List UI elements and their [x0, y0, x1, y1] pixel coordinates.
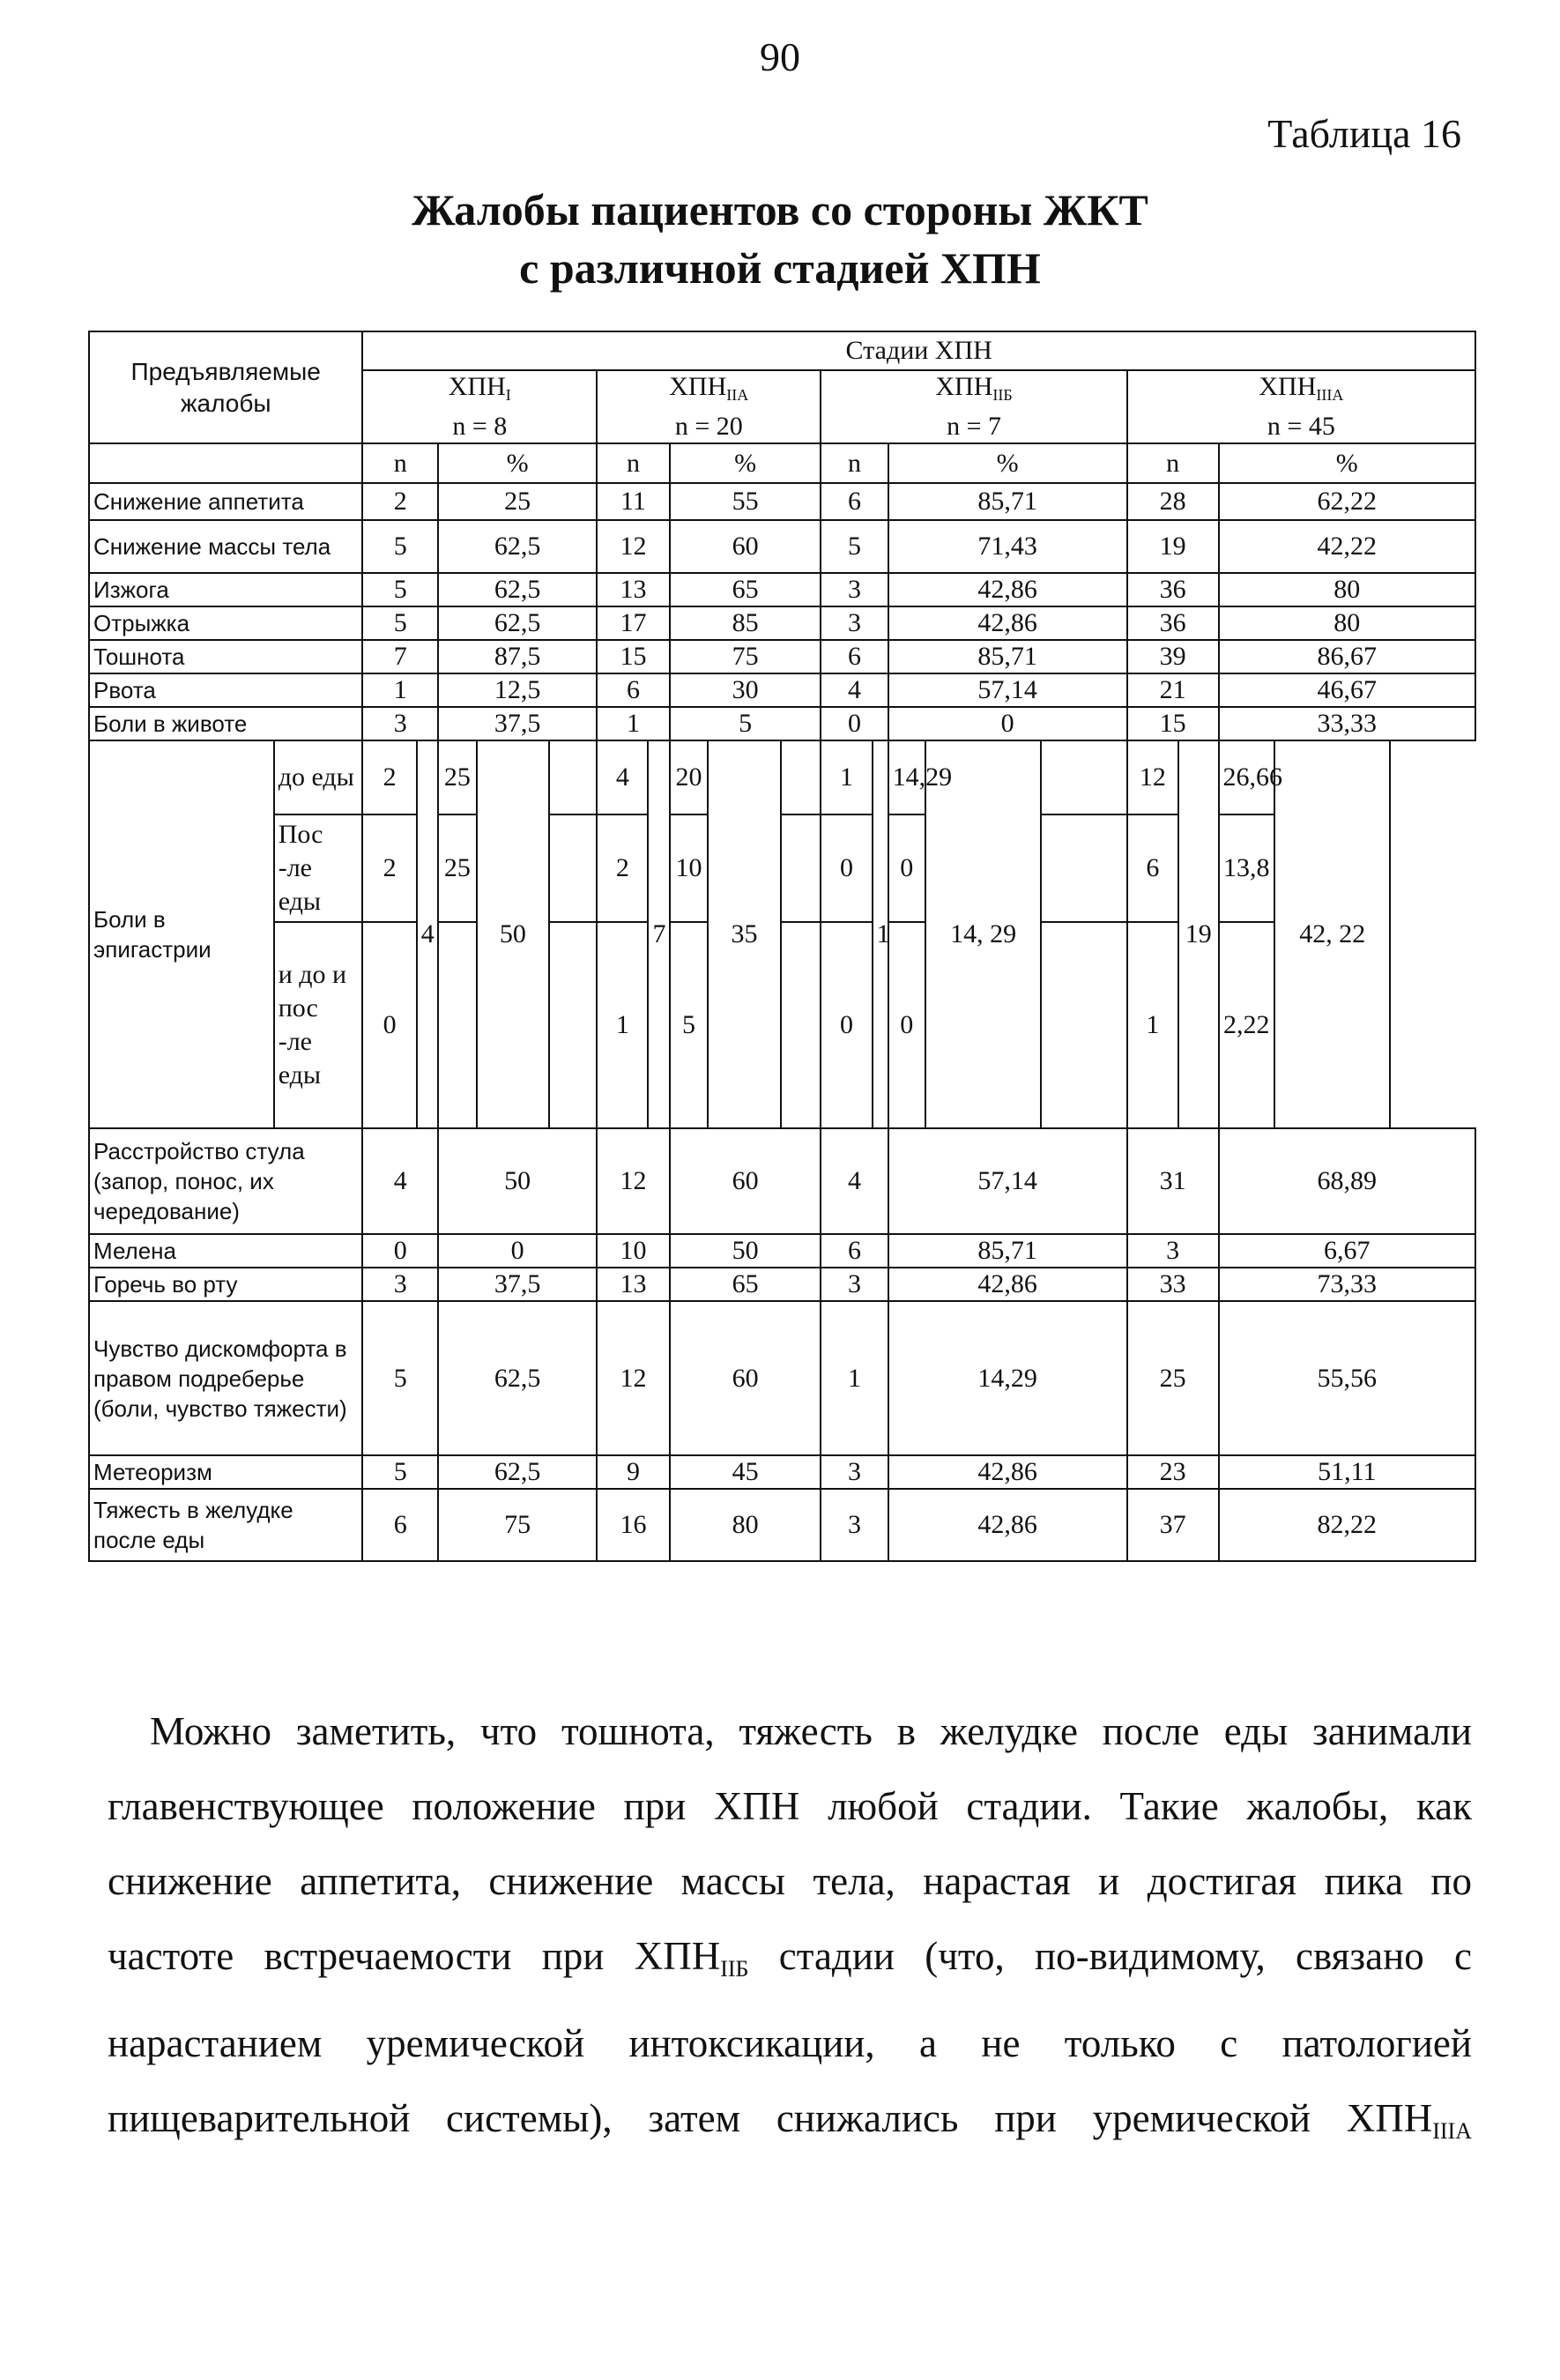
epigastric-sub-label: и до и пос -ле еды: [274, 922, 363, 1128]
count-cell: 15: [1127, 707, 1219, 740]
complaint-label: Боли в эпигастрии: [89, 740, 274, 1128]
complaint-label: Чувство дискомфорта в правом подреберье (боли, чувство тяжести): [89, 1301, 362, 1455]
table-row: [89, 707, 1475, 740]
percent-cell: 42,86: [888, 1489, 1127, 1561]
sub-value: 26,66: [1219, 740, 1275, 814]
percent-cell: 55: [670, 483, 821, 520]
percent-cell: 85: [670, 606, 821, 640]
sub-value: 0: [821, 814, 872, 922]
paragraph-line: частоте встречаемости при ХПНIIБ стадии (что, по-видимому, связано с: [108, 1934, 1472, 1982]
sub-value: 4: [597, 740, 648, 814]
table-row: [89, 673, 1475, 707]
percent-cell: 6,67: [1219, 1234, 1475, 1268]
sub-value: 0: [888, 922, 925, 1128]
count-cell: 6: [597, 673, 670, 707]
complaint-label: Изжога: [89, 573, 362, 606]
sub-value: 2: [597, 814, 648, 922]
percent-cell: 0: [888, 707, 1127, 740]
count-cell: 15: [597, 640, 670, 673]
percent-cell: 62,5: [438, 520, 597, 573]
count-cell: 10: [597, 1234, 670, 1268]
count-cell: 3: [362, 707, 438, 740]
sub-value: 1: [821, 740, 872, 814]
sub-value: 25: [438, 814, 476, 922]
percent-cell: 82,22: [1219, 1489, 1475, 1561]
percent-cell: 45: [670, 1455, 821, 1489]
count-cell: 1: [362, 673, 438, 707]
percent-cell: 62,5: [438, 1455, 597, 1489]
paragraph-line: нарастанием уремической интоксикации, а не только с патологией: [108, 2021, 1472, 2065]
sub-value: 14,29: [888, 740, 925, 814]
body-paragraph: [108, 1694, 1472, 2168]
title-line-1: Жалобы пациентов со стороны ЖКТ: [412, 185, 1148, 234]
complaint-label: Тошнота: [89, 640, 362, 673]
sub-value: [438, 922, 476, 1128]
complaint-label: Боли в животе: [89, 707, 362, 740]
percent-cell: 68,89: [1219, 1128, 1475, 1234]
count-cell: 5: [362, 606, 438, 640]
percent-cell: 65: [670, 1268, 821, 1301]
percent-cell: 50: [670, 1234, 821, 1268]
count-cell: 31: [1127, 1128, 1219, 1234]
paragraph-line: пищеварительной системы), затем снижались при уремической ХПНIIIА: [108, 2096, 1472, 2144]
percent-cell: 42,86: [888, 1455, 1127, 1489]
column-header-pct: %: [438, 443, 597, 483]
percent-cell: 12,5: [438, 673, 597, 707]
table-row: [89, 1489, 1475, 1561]
percent-cell: 46,67: [1219, 673, 1475, 707]
percent-cell: 62,5: [438, 1301, 597, 1455]
count-cell: 5: [362, 573, 438, 606]
column-header-pct: %: [670, 443, 821, 483]
percent-cell: 75: [438, 1489, 597, 1561]
percent-cell: 62,5: [438, 606, 597, 640]
count-cell: 12: [597, 1128, 670, 1234]
complaint-label: Снижение аппетита: [89, 483, 362, 520]
percent-cell: 55,56: [1219, 1301, 1475, 1455]
percent-cell: 85,71: [888, 483, 1127, 520]
count-cell: 5: [362, 1301, 438, 1455]
percent-cell: 30: [670, 673, 821, 707]
column-header-n: n: [821, 443, 888, 483]
count-cell: 37: [1127, 1489, 1219, 1561]
epigastric-sub-label: до еды: [274, 740, 363, 814]
count-cell: 6: [821, 483, 888, 520]
count-cell: 13: [597, 573, 670, 606]
column-header-n: n: [362, 443, 438, 483]
spacer-cell: [549, 740, 597, 814]
stage-header: $ХПН_{IIА}$ n = 20: [597, 370, 821, 443]
table-row: [89, 520, 1475, 573]
complaint-label: Рвота: [89, 673, 362, 707]
table-row: [89, 1128, 1475, 1234]
complaint-label: Мелена: [89, 1234, 362, 1268]
count-cell: 1: [821, 1301, 888, 1455]
sub-value: 10: [670, 814, 708, 922]
complaint-label: Метеоризм: [89, 1455, 362, 1489]
column-header-n: n: [1127, 443, 1219, 483]
stage-header: $ХПН_I$ n = 8: [362, 370, 597, 443]
page-number: 90: [760, 34, 800, 79]
percent-cell: 5: [670, 707, 821, 740]
count-cell: 0: [821, 707, 888, 740]
count-cell: 25: [1127, 1301, 1219, 1455]
sub-value: 1: [597, 922, 648, 1128]
count-cell: 1: [597, 707, 670, 740]
percent-cell: 57,14: [888, 673, 1127, 707]
percent-cell: 25: [438, 483, 597, 520]
count-cell: 5: [821, 520, 888, 573]
count-cell: 0: [362, 1234, 438, 1268]
count-cell: 23: [1127, 1455, 1219, 1489]
percent-cell: 80: [1219, 606, 1475, 640]
count-cell: 6: [362, 1489, 438, 1561]
column-header-pct: %: [1219, 443, 1475, 483]
spacer-cell: [781, 922, 821, 1128]
count-cell: 6: [821, 640, 888, 673]
spacer-cell: [781, 814, 821, 922]
count-cell: 12: [597, 1301, 670, 1455]
count-cell: 9: [597, 1455, 670, 1489]
count-cell: 21: [1127, 673, 1219, 707]
total-value: 35: [708, 740, 781, 1128]
percent-cell: 42,86: [888, 573, 1127, 606]
sub-value: 5: [670, 922, 708, 1128]
sub-value: 2: [362, 740, 416, 814]
percent-cell: 80: [1219, 573, 1475, 606]
percent-cell: 60: [670, 1128, 821, 1234]
stage-header: $ХПН_{IIIА}$ n = 45: [1127, 370, 1475, 443]
count-cell: 3: [821, 1489, 888, 1561]
complaint-label: Горечь во рту: [89, 1268, 362, 1301]
total-value: 1: [873, 740, 888, 1128]
complaint-label: Тяжесть в желудке после еды: [89, 1489, 362, 1561]
table-row: [89, 1268, 1475, 1301]
count-cell: 36: [1127, 573, 1219, 606]
total-value: 14, 29: [925, 740, 1041, 1128]
rows-top: [89, 483, 1475, 740]
count-cell: 4: [362, 1128, 438, 1234]
count-cell: 36: [1127, 606, 1219, 640]
title-line-2: с различной стадией ХПН: [519, 243, 1041, 293]
sub-value: 2,22: [1219, 922, 1275, 1128]
percent-cell: 51,11: [1219, 1455, 1475, 1489]
rows-bottom: [89, 1128, 1475, 1561]
table-row: [89, 483, 1475, 520]
stage-header: $ХПН_{IIБ}$ n = 7: [821, 370, 1126, 443]
percent-cell: 87,5: [438, 640, 597, 673]
percent-cell: 50: [438, 1128, 597, 1234]
column-header-blank: [89, 443, 362, 483]
total-value: 42, 22: [1274, 740, 1390, 1128]
spacer-cell: [1041, 740, 1126, 814]
percent-cell: 62,5: [438, 573, 597, 606]
count-cell: 19: [1127, 520, 1219, 573]
percent-cell: 60: [670, 520, 821, 573]
percent-cell: 80: [670, 1489, 821, 1561]
count-cell: 4: [821, 673, 888, 707]
table-row: [89, 573, 1475, 606]
sub-value: 0: [888, 814, 925, 922]
total-value: 19: [1178, 740, 1219, 1128]
sub-value: 1: [1127, 922, 1178, 1128]
percent-cell: 14,29: [888, 1301, 1127, 1455]
count-cell: 5: [362, 520, 438, 573]
complaints-header: Предъявляемые жалобы: [89, 331, 362, 443]
complaints-table: [88, 331, 1476, 1562]
count-cell: 2: [362, 483, 438, 520]
total-value: 4: [417, 740, 438, 1128]
percent-cell: 86,67: [1219, 640, 1475, 673]
percent-cell: 0: [438, 1234, 597, 1268]
count-cell: 3: [821, 1455, 888, 1489]
count-cell: 39: [1127, 640, 1219, 673]
percent-cell: 42,22: [1219, 520, 1475, 573]
percent-cell: 33,33: [1219, 707, 1475, 740]
sub-value: 12: [1127, 740, 1178, 814]
table-label: Таблица 16: [1267, 111, 1461, 156]
total-value: 7: [648, 740, 669, 1128]
sub-value: 20: [670, 740, 708, 814]
spacer-cell: [1041, 922, 1126, 1128]
percent-cell: 37,5: [438, 1268, 597, 1301]
percent-cell: 85,71: [888, 1234, 1127, 1268]
count-cell: 28: [1127, 483, 1219, 520]
paragraph-line: Можно заметить, что тошнота, тяжесть в желудке после еды занимали: [150, 1709, 1472, 1753]
spacer-cell: [549, 922, 597, 1128]
count-cell: 13: [597, 1268, 670, 1301]
table-row: [89, 1234, 1475, 1268]
table-row: [89, 1455, 1475, 1489]
sub-value: 25: [438, 740, 476, 814]
count-cell: 6: [821, 1234, 888, 1268]
count-cell: 16: [597, 1489, 670, 1561]
sub-value: 6: [1127, 814, 1178, 922]
complaint-label: Отрыжка: [89, 606, 362, 640]
complaint-label: Снижение массы тела: [89, 520, 362, 573]
count-cell: 3: [1127, 1234, 1219, 1268]
spacer-cell: [781, 740, 821, 814]
count-cell: 17: [597, 606, 670, 640]
column-header-n: n: [597, 443, 670, 483]
percent-cell: 37,5: [438, 707, 597, 740]
sub-value: 0: [362, 922, 416, 1128]
percent-cell: 71,43: [888, 520, 1127, 573]
spacer-cell: [1041, 814, 1126, 922]
percent-cell: 65: [670, 573, 821, 606]
percent-cell: 62,22: [1219, 483, 1475, 520]
total-value: 50: [477, 740, 550, 1128]
percent-cell: 42,86: [888, 606, 1127, 640]
table-row: [89, 640, 1475, 673]
count-cell: 3: [362, 1268, 438, 1301]
spacer-cell: [549, 814, 597, 922]
count-cell: 3: [821, 1268, 888, 1301]
count-cell: 33: [1127, 1268, 1219, 1301]
stages-header: Стадии ХПН: [362, 331, 1475, 370]
table-row: [89, 606, 1475, 640]
table-row: [89, 1301, 1475, 1455]
table-title: [0, 181, 1560, 297]
count-cell: 4: [821, 1128, 888, 1234]
percent-cell: 60: [670, 1301, 821, 1455]
percent-cell: 57,14: [888, 1128, 1127, 1234]
count-cell: 5: [362, 1455, 438, 1489]
paragraph-line: снижение аппетита, снижение массы тела, нарастая и достигая пика по: [108, 1859, 1472, 1903]
count-cell: 7: [362, 640, 438, 673]
paragraph-line: главенствующее положение при ХПН любой стадии. Такие жалобы, как: [108, 1784, 1472, 1828]
sub-value: 2: [362, 814, 416, 922]
column-header-pct: %: [888, 443, 1127, 483]
percent-cell: 75: [670, 640, 821, 673]
epigastric-sub-label: Пос -ле еды: [274, 814, 363, 922]
count-cell: 12: [597, 520, 670, 573]
percent-cell: 42,86: [888, 1268, 1127, 1301]
sub-value: 13,8: [1219, 814, 1275, 922]
count-cell: 3: [821, 573, 888, 606]
count-cell: 3: [821, 606, 888, 640]
count-cell: 11: [597, 483, 670, 520]
sub-value: 0: [821, 922, 872, 1128]
percent-cell: 85,71: [888, 640, 1127, 673]
percent-cell: 73,33: [1219, 1268, 1475, 1301]
complaint-label: Расстройство стула (запор, понос, их чередование): [89, 1128, 362, 1234]
